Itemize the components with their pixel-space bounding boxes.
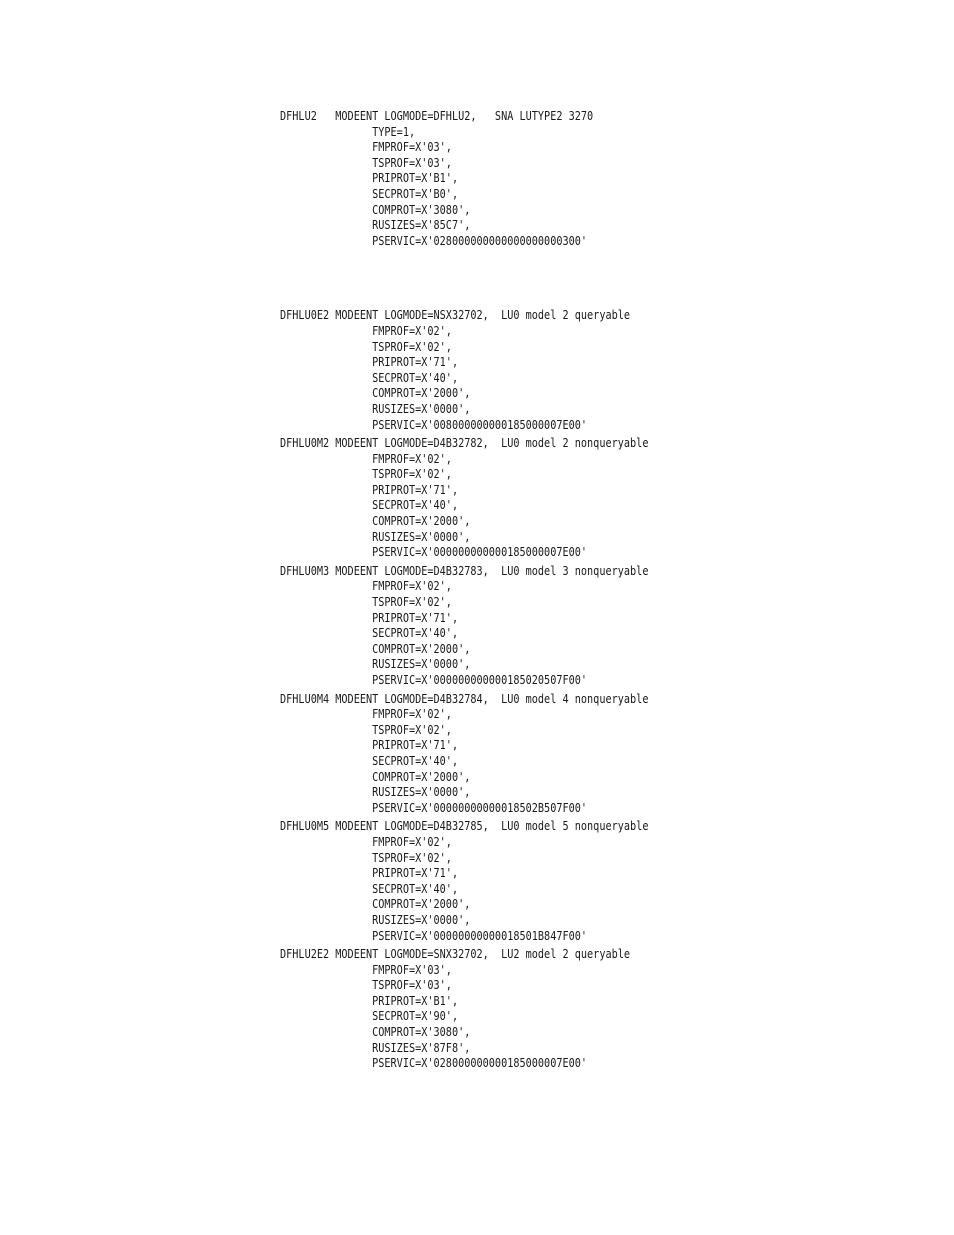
code-line: PRIPROT=X'71', — [280, 482, 459, 497]
code-line: FMPROF=X'03', — [280, 962, 452, 977]
modeent-block — [280, 947, 713, 1072]
code-line: COMPROT=X'3080', — [280, 202, 471, 217]
code-line: DFHLU0M5 MODEENT LOGMODE=D4B32785, LU0 model 5 nonqueryable — [280, 819, 649, 834]
code-line: PSERVIC=X'028000000000000000000300' — [280, 233, 588, 248]
code-line: SECPROT=X'40', — [280, 370, 459, 385]
code-line: PSERVIC=X'008000000000185000007E00' — [280, 417, 588, 432]
code-line: PRIPROT=X'71', — [280, 866, 459, 881]
code-line: DFHLU2E2 MODEENT LOGMODE=SNX32702, LU2 model 2 queryable — [280, 947, 631, 962]
code-line: PSERVIC=X'00000000000018502B507F00' — [280, 800, 588, 815]
code-line: SECPROT=X'40', — [280, 881, 459, 896]
modeent-block — [280, 692, 713, 817]
code-line: PSERVIC=X'028000000000185000007E00' — [280, 1056, 588, 1071]
code-line: RUSIZES=X'0000', — [280, 401, 471, 416]
modeent-block — [280, 308, 713, 433]
code-line: TSPROF=X'02', — [280, 467, 452, 482]
code-line: COMPROT=X'2000', — [280, 641, 471, 656]
code-line: TSPROF=X'02', — [280, 722, 452, 737]
code-line: RUSIZES=X'85C7', — [280, 218, 471, 233]
modeent-block — [280, 436, 713, 561]
code-line: SECPROT=X'B0', — [280, 186, 459, 201]
code-line: COMPROT=X'2000', — [280, 386, 471, 401]
code-line: RUSIZES=X'0000', — [280, 785, 471, 800]
code-line: PSERVIC=X'00000000000018501B847F00' — [280, 928, 588, 943]
code-line: PRIPROT=X'71', — [280, 355, 459, 370]
code-line: DFHLU2 MODEENT LOGMODE=DFHLU2, SNA LUTYPE2 3270 — [280, 109, 594, 123]
code-line: DFHLU0M4 MODEENT LOGMODE=D4B32784, LU0 model 4 nonqueryable — [280, 691, 649, 706]
code-line: PRIPROT=X'71', — [280, 610, 459, 625]
code-line: TSPROF=X'02', — [280, 850, 452, 865]
code-line: DFHLU0M2 MODEENT LOGMODE=D4B32782, LU0 model 2 nonqueryable — [280, 436, 649, 451]
code-line: SECPROT=X'90', — [280, 1009, 459, 1024]
code-line: TSPROF=X'03', — [280, 978, 452, 993]
code-line: SECPROT=X'40', — [280, 498, 459, 513]
code-line: RUSIZES=X'87F8', — [280, 1040, 471, 1055]
code-line: PRIPROT=X'71', — [280, 738, 459, 753]
code-line: RUSIZES=X'0000', — [280, 529, 471, 544]
code-line: RUSIZES=X'0000', — [280, 912, 471, 927]
code-line: PRIPROT=X'B1', — [280, 171, 459, 186]
code-line: COMPROT=X'3080', — [280, 1025, 471, 1040]
modeent-block — [280, 109, 713, 249]
code-line: SECPROT=X'40', — [280, 626, 459, 641]
code-line: PSERVIC=X'000000000000185000007E00' — [280, 545, 588, 560]
code-line: DFHLU0M3 MODEENT LOGMODE=D4B32783, LU0 model 3 nonqueryable — [280, 563, 649, 578]
code-line: COMPROT=X'2000', — [280, 769, 471, 784]
code-line: TSPROF=X'02', — [280, 339, 452, 354]
code-line: FMPROF=X'02', — [280, 579, 452, 594]
code-line: FMPROF=X'02', — [280, 323, 452, 338]
code-line: TYPE=1, — [280, 124, 416, 139]
code-line: PRIPROT=X'B1', — [280, 993, 459, 1008]
modeent-block — [280, 564, 713, 689]
code-line: DFHLU0E2 MODEENT LOGMODE=NSX32702, LU0 model 2 queryable — [280, 308, 631, 323]
code-line: FMPROF=X'02', — [280, 707, 452, 722]
code-line: FMPROF=X'02', — [280, 451, 452, 466]
block-spacer — [280, 249, 713, 308]
code-line: PSERVIC=X'000000000000185020507F00' — [280, 673, 588, 687]
code-line: TSPROF=X'02', — [280, 595, 452, 610]
modeent-block — [280, 819, 713, 944]
code-listing — [280, 109, 713, 1072]
code-line: COMPROT=X'2000', — [280, 897, 471, 912]
code-line: COMPROT=X'2000', — [280, 514, 471, 529]
code-line: FMPROF=X'03', — [280, 140, 452, 155]
code-line: RUSIZES=X'0000', — [280, 657, 471, 672]
code-line: TSPROF=X'03', — [280, 155, 452, 170]
code-line: FMPROF=X'02', — [280, 834, 452, 849]
code-line: SECPROT=X'40', — [280, 753, 459, 768]
